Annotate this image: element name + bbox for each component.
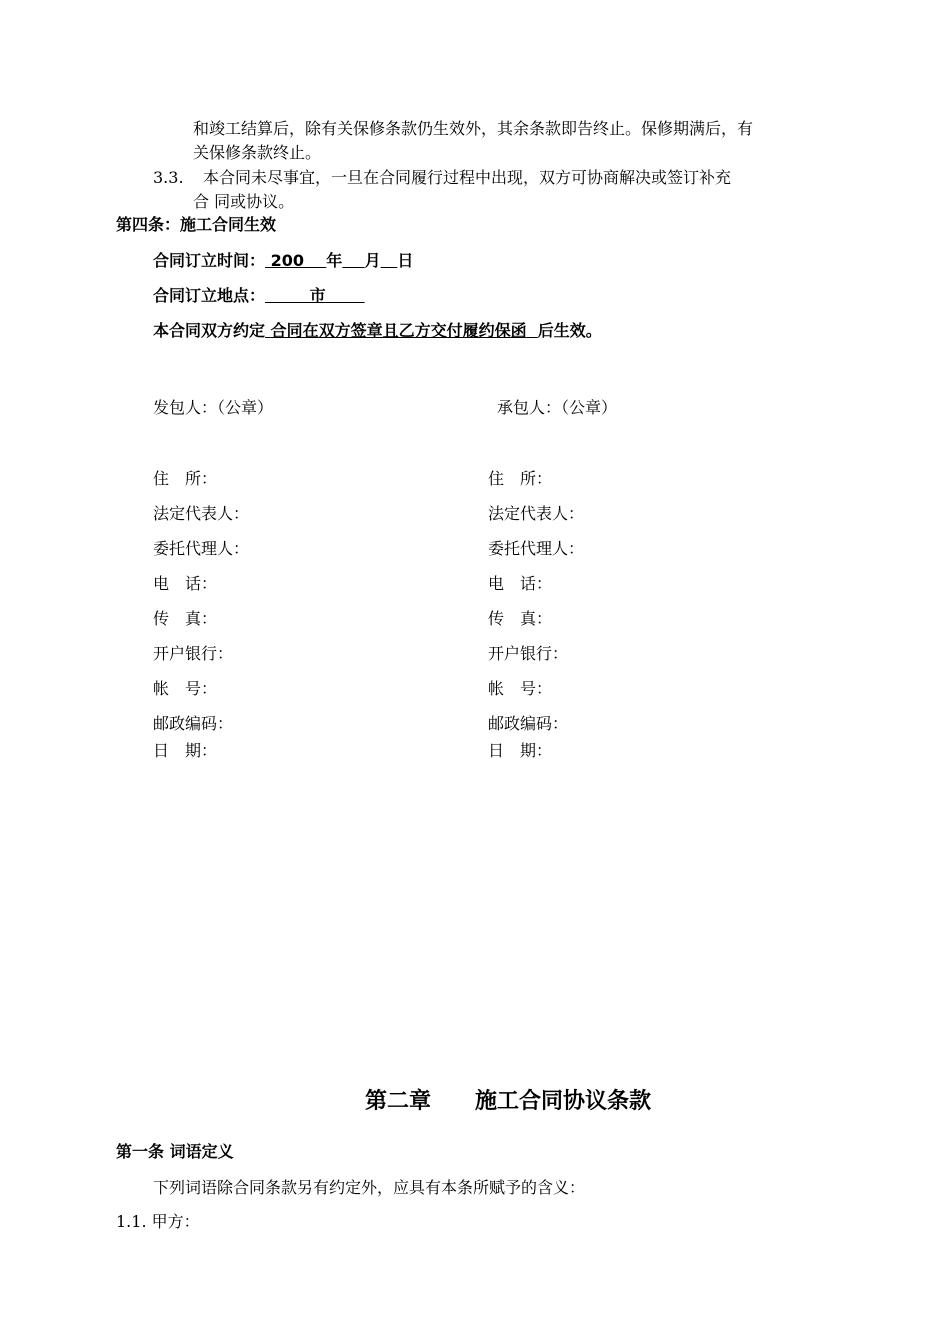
effective-clause [153,321,602,341]
clause-text-line: 本合同未尽事宜，一旦在合同履行过程中出现，双方可协商解决或签订补充 [203,168,732,187]
party-a-account-label: 帐 号： [153,679,218,698]
party-b-legal-rep-label: 法定代表人： [488,504,585,523]
article-intro: 下列词语除合同条款另有约定外，应具有本条所赋予的含义： [153,1178,586,1197]
party-a-bank-label: 开户银行： [153,644,234,663]
party-a-fax-label: 传 真： [153,609,218,628]
party-b-agent-label: 委托代理人： [488,539,585,558]
party-b-postcode-label: 邮政编码： [488,714,569,733]
party-b-phone-label: 电 话： [488,574,553,593]
party-b-date-label: 日 期： [488,741,553,760]
effective-condition: 合同在双方签章且乙方交付履约保函 [270,321,527,340]
signing-time-label: 合同订立时间： [153,251,266,270]
year-unit: 年 [326,251,343,270]
city-blank: 市 [309,286,326,305]
party-a-phone-label: 电 话： [153,574,218,593]
party-a-date-label: 日 期： [153,741,218,760]
effective-suffix: 后生效。 [537,321,602,340]
month-unit: 月 [364,251,381,270]
article-heading: 第一条 词语定义 [116,1142,234,1161]
signing-time-line [153,251,413,271]
clause-text-line: 关保修条款终止。 [193,143,322,162]
party-a-address-label: 住 所： [153,469,218,488]
effective-prefix: 本合同双方约定 [153,321,266,340]
article-heading: 第四条：施工合同生效 [116,215,277,234]
party-a-agent-label: 委托代理人： [153,539,250,558]
party-b-fax-label: 传 真： [488,609,553,628]
day-blank [381,251,398,270]
month-blank [342,251,364,270]
party-a-seal-label: 发包人：（公章） [153,398,274,417]
party-a-legal-rep-label: 法定代表人： [153,504,250,523]
party-a-postcode-label: 邮政编码： [153,714,234,733]
clause-text-line: 和竣工结算后，除有关保修条款仍生效外，其余条款即告终止。保修期满后，有 [193,119,754,138]
clause-text-line: 合 同或协议。 [193,192,295,211]
party-b-address-label: 住 所： [488,469,553,488]
party-b-bank-label: 开户银行： [488,644,569,663]
year-blank: 200 [270,251,304,270]
clause-number: 3.3. [153,168,184,187]
signing-place-line [153,286,365,306]
party-b-seal-label: 承包人：（公章） [497,398,618,417]
party-b-account-label: 帐 号： [488,679,553,698]
clause-item: 1.1. 甲方： [116,1212,200,1231]
signing-place-label: 合同订立地点： [153,286,266,305]
day-unit: 日 [397,251,414,270]
chapter-title: 第二章 施工合同协议条款 [364,1089,651,1114]
